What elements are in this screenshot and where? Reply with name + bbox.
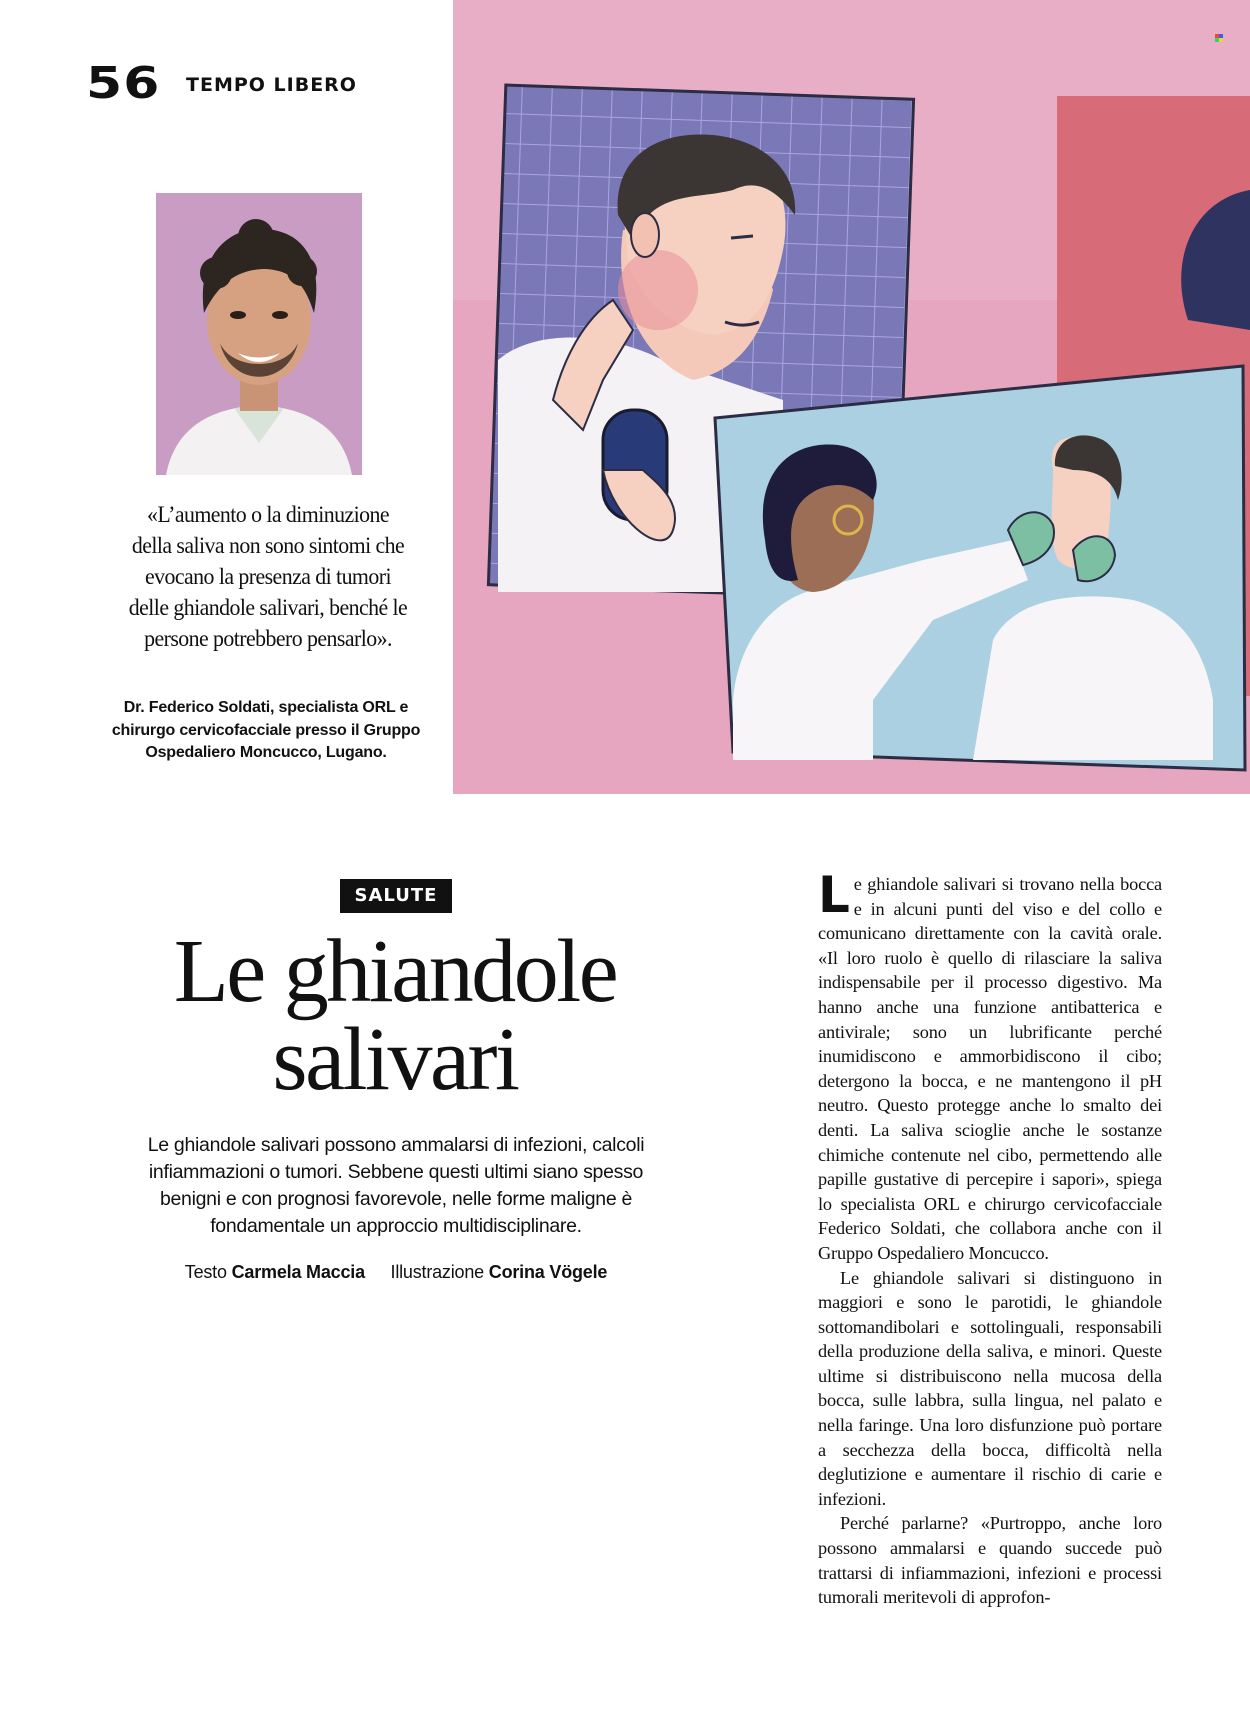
portrait-photo xyxy=(156,193,362,475)
body-paragraph-1-text: e ghiandole salivari si trovano nella bocca e in alcuni punti del viso e del collo e comunicano direttamente con la cavità orale. «Il loro ruolo è quello di rilasciare la saliva indispensabile per il processo digestivo. Ma hanno anche una funzione antibatterica e antivirale; sono un lubrificante perché inumidiscono e ammorbidiscono il cibo; detergono la bocca, e ne mantengono il pH neutro. Questo protegge anche lo smalto dei denti. La saliva scioglie anche le sostanze chimiche contenute nel cibo, permettendo alle papille gustative di percepire i sapori», spiega lo specialista ORL e chirurgo cervicofacciale Federico Soldati, che collabora anche con il Gruppo Ospedaliero Moncucco. xyxy=(818,874,1162,1263)
headline-line-1: Le ghiandole xyxy=(173,922,617,1021)
quote-attribution: Dr. Federico Soldati, specialista ORL e chirurgo cervicofacciale presso il Gruppo Ospedaliero Moncucco, Lugano. xyxy=(111,699,421,761)
pull-quote: «L’aumento o la diminuzione della saliva non sono sintomi che evocano la presenza di tumori delle ghiandole salivari, benché le persone potrebbero pensarlo». xyxy=(128,502,408,652)
credits-text-label: Testo xyxy=(184,1262,227,1282)
credits-illustration-label: Illustrazione xyxy=(390,1262,484,1282)
headline xyxy=(80,922,710,1109)
credits-illustrator: Corina Vögele xyxy=(488,1262,608,1282)
body-paragraph-3: Perché parlarne? «Purtroppo, anche loro possono ammalarsi e quando succede può trattarsi di infiammazioni, infezioni e processi tumorali meritevoli di approfon- xyxy=(818,1513,1162,1608)
page-number: 56 xyxy=(86,58,161,109)
body-paragraph-2: Le ghiandole salivari si distinguono in maggiori e sono le parotidi, le ghiandole sottomandibolari e sottolinguali, responsabili della produzione della saliva, e minori. Queste ultime si distribuiscono nella mucosa della bocca, sulle labbra, sulla lingua, nel palato e nella faringe. Una loro disfunzione può portare a secchezza della bocca, difficoltà nella deglutizione e aumentare il rischio di carie e infezioni. xyxy=(818,1267,1162,1509)
article-illustration xyxy=(453,0,1250,794)
headline-line-2: salivari xyxy=(272,1010,518,1109)
body-paragraph-1 xyxy=(818,866,1162,1266)
author-portrait xyxy=(156,193,362,475)
credits xyxy=(120,1262,672,1283)
category-badge: SALUTE xyxy=(340,879,452,913)
credits-author: Carmela Maccia xyxy=(231,1262,365,1282)
article-body xyxy=(818,866,1162,1610)
illustration-art xyxy=(453,0,1250,794)
lead-paragraph: Le ghiandole salivari possono ammalarsi di infezioni, calcoli infiammazioni o tumori. Sebbene questi ultimi siano spesso benigni e con prognosi favorevole, nelle forme maligne è fondamentale un approccio multidisciplinare. xyxy=(147,1134,645,1237)
section-label: TEMPO LIBERO xyxy=(186,74,357,96)
drop-cap: L xyxy=(818,866,850,924)
